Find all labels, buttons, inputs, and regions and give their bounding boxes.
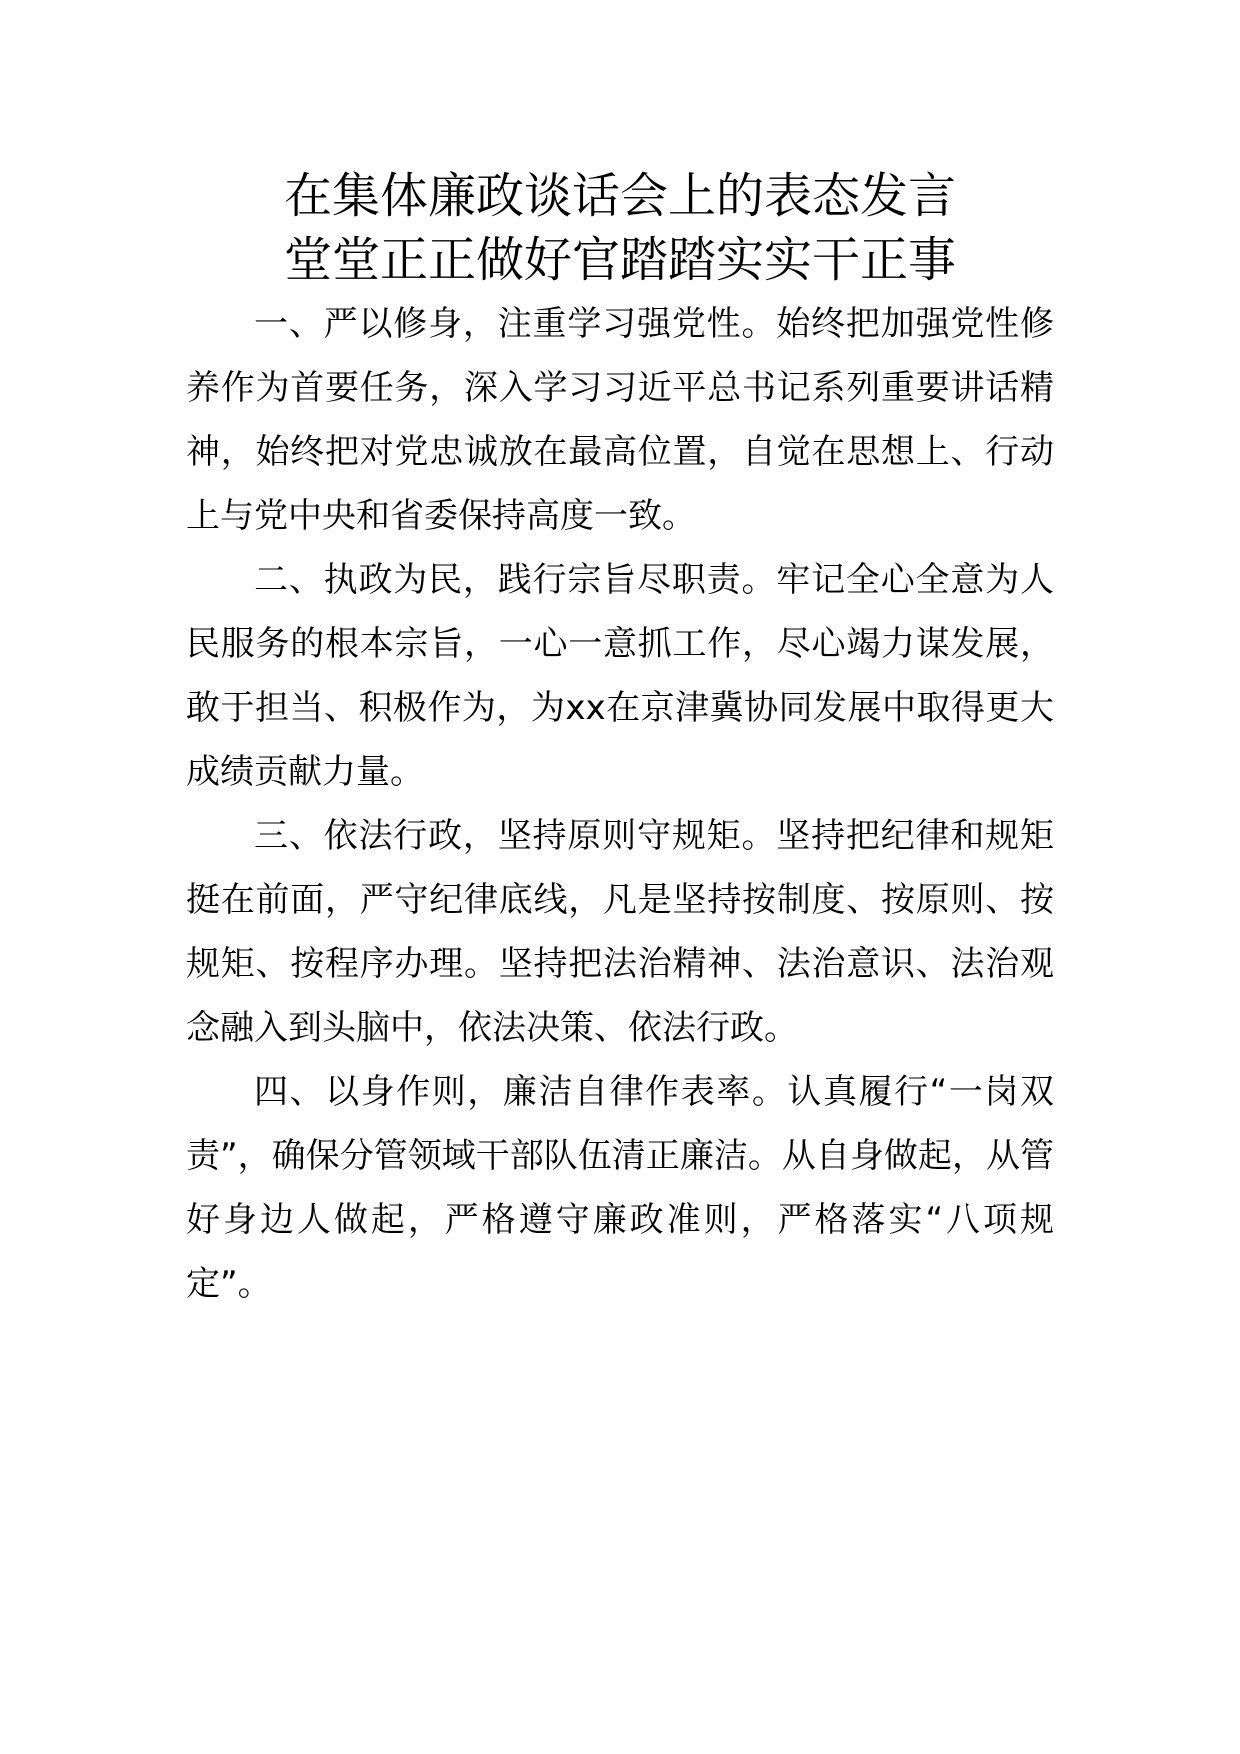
title-line-1: 在集体廉政谈话会上的表态发言 <box>283 168 956 224</box>
paragraph-2: 二、执政为民，践行宗旨尽职责。牢记全心全意为人民服务的根本宗旨，一心一意抓工作，尽心竭力谋发展，敢于担当、积极作为，为xx在京津冀协同发展中取得更大成绩贡献力量。 <box>186 560 1054 792</box>
title-line-2: 堂堂正正做好官踏踏实实干正事 <box>283 232 956 288</box>
document-title <box>186 164 1054 292</box>
paragraph-4: 四、以身作则，廉洁自律作表率。认真履行“一岗双责”，确保分管领域干部队伍清正廉洁。从自身做起，从管好身边人做起，严格遵守廉政准则，严格落实“八项规定”。 <box>186 1072 1054 1304</box>
paragraph-1: 一、严以修身，注重学习强党性。始终把加强党性修养作为首要任务，深入学习习近平总书记系列重要讲话精神，始终把对党忠诚放在最高位置，自觉在思想上、行动上与党中央和省委保持高度一致。 <box>186 304 1054 536</box>
paragraph-3: 三、依法行政，坚持原则守规矩。坚持把纪律和规矩挺在前面，严守纪律底线，凡是坚持按制度、按原则、按规矩、按程序办理。坚持把法治精神、法治意识、法治观念融入到头脑中，依法决策、依法行政。 <box>186 816 1054 1048</box>
document-body <box>186 292 1054 1316</box>
